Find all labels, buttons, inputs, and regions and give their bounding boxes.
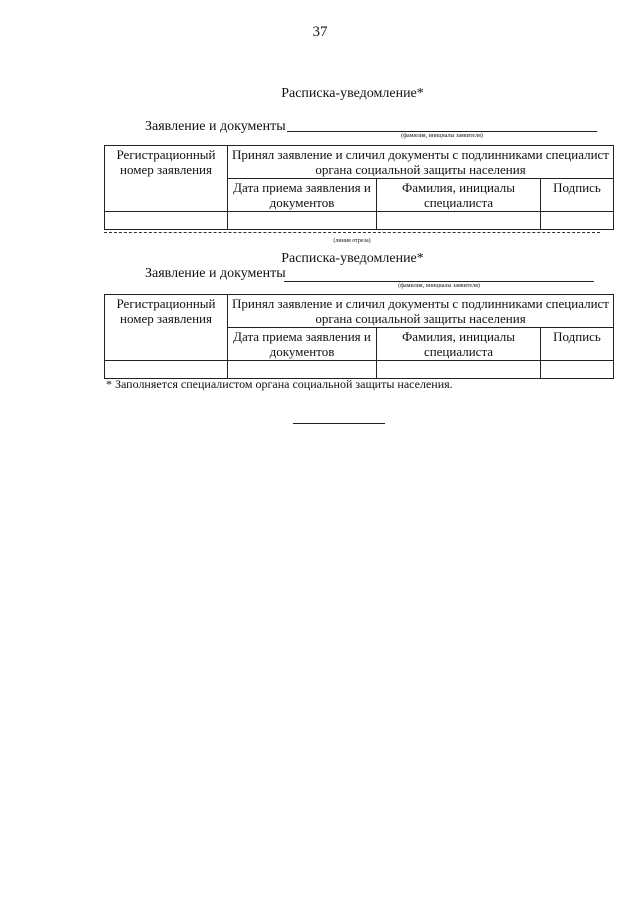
date-header: Дата приема заявления и документов xyxy=(228,328,377,361)
cut-line-caption: (линия отреза) xyxy=(333,238,371,244)
accepted-header: Принял заявление и сличил документы с подлинниками специалист органа социальной защиты населения xyxy=(228,295,614,328)
receipt-table xyxy=(104,294,614,379)
receipt-title: Расписка-уведомление* xyxy=(281,251,424,266)
specialist-name-cell xyxy=(377,212,541,230)
applicant-label: Заявление и документы xyxy=(145,119,286,134)
date-cell xyxy=(228,212,377,230)
reg-number-header: Регистрационный номер заявления xyxy=(105,295,228,361)
accepted-header: Принял заявление и сличил документы с подлинниками специалист органа социальной защиты населения xyxy=(228,146,614,179)
cut-line xyxy=(104,232,600,233)
specialist-name-cell xyxy=(377,361,541,379)
applicant-label: Заявление и документы xyxy=(145,266,286,281)
signature-header: Подпись xyxy=(541,179,614,212)
reg-number-header: Регистрационный номер заявления xyxy=(105,146,228,212)
reg-number-cell xyxy=(105,361,228,379)
signature-cell xyxy=(541,212,614,230)
receipt-table xyxy=(104,145,614,230)
applicant-caption: (фамилия, инициалы заявителя) xyxy=(401,133,483,139)
page-number: 37 xyxy=(312,24,328,40)
specialist-name-header: Фамилия, инициалы специалиста xyxy=(377,328,541,361)
applicant-fill-line xyxy=(287,131,597,132)
footnote: * Заполняется специалистом органа социальной защиты населения. xyxy=(106,377,453,391)
specialist-name-header: Фамилия, инициалы специалиста xyxy=(377,179,541,212)
applicant-caption: (фамилия, инициалы заявителя) xyxy=(398,283,480,289)
date-header: Дата приема заявления и документов xyxy=(228,179,377,212)
signature-header: Подпись xyxy=(541,328,614,361)
end-rule xyxy=(293,423,385,424)
date-cell xyxy=(228,361,377,379)
receipt-title: Расписка-уведомление* xyxy=(281,86,424,101)
applicant-fill-line xyxy=(284,281,594,282)
reg-number-cell xyxy=(105,212,228,230)
signature-cell xyxy=(541,361,614,379)
